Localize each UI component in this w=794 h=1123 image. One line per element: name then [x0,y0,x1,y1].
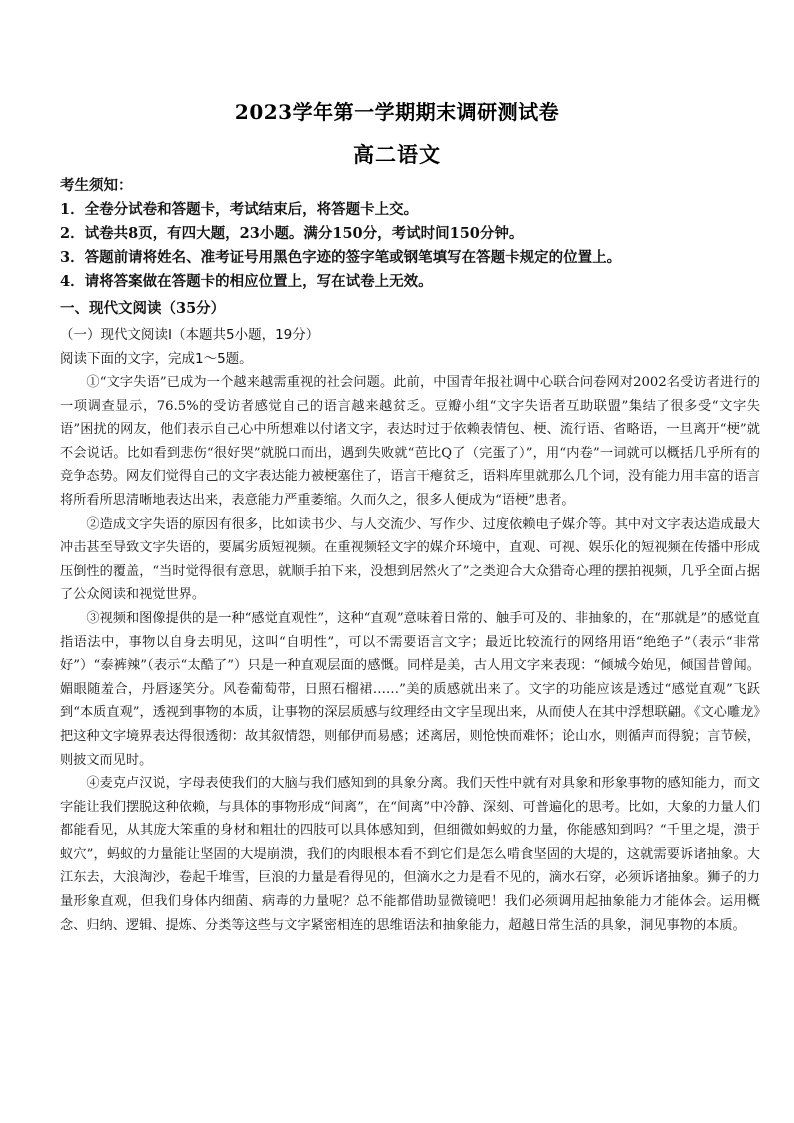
subsection-title: （一）现代文阅读Ⅰ（本题共5小题，19分） [60,327,320,343]
notice-item: 3．答题前请将姓名、准考证号用黑色字迹的签字笔或钢笔填写在答题卡规定的位置上。 [60,249,622,266]
passage-paragraph: ②造成文字失语的原因有很多，比如读书少、与人交流少、写作少、过度依赖电子媒介等。其中对文字表达造成最大冲击甚至导致文字失语的，要属劣质短视频。在重视频轻文字的媒介环境中，直观、可视、娱乐化的短视频在传播中形成压倒性的覆盖，“当时觉得很有意思，就顺手拍下来，没想到居然火了”之类迎合大众猎奇心理的摆拍视频，几乎全面占据了公众阅读和视觉世界。 [60,516,760,603]
notice-item: 4．请将答案做在答题卡的相应位置上，写在试卷上无效。 [60,273,433,290]
section-title: 一、现代文阅读（35分） [60,300,226,317]
subject-title: 高二语文 [353,142,441,167]
passage-paragraph: ④麦克卢汉说，字母表使我们的大脑与我们感知到的具象分离。我们天性中就有对具象和形象事物的感知能力，而文字能让我们摆脱这种依赖，与具体的事物形成“间离”，在“间离”中冷静、深刻、可普遍化的思考。比如，大象的力量人们都能看见，从其庞大笨重的身材和粗壮的四肢可以具体感知到，但细微如蚂蚁的力量，你能感知到吗？“千里之堤，溃于蚁穴”，蚂蚁的力量能让坚固的大堤崩溃，我们的肉眼根本看不到它们是怎么啃食坚固的大堤的，这就需要诉诸抽象。大江东去，大浪淘沙，卷起千堆雪，巨浪的力量是看得见的，但滴水之力是看不见的，滴水石穿，必须诉诸抽象。狮子的力量形象直观，但我们身体内细菌、病毒的力量呢？总不能都借助显微镜吧！我们必须调用起抽象能力才能体会。运用概念、归纳、逻辑、提炼、分类等这些与文字紧密相连的思维语法和抽象能力，超越日常生活的具象，洞见事物的本质。 [60,776,760,933]
notice-item: 2．试卷共8页，有四大题，23小题。满分150分，考试时间150分钟。 [60,225,524,242]
notice-heading: 考生须知： [60,177,133,194]
passage-paragraph: ③视频和图像提供的是一种“感觉直观性”，这种“直观”意味着日常的、触手可及的、非抽象的，在“那就是”的感觉直指语法中，事物以自身去明见，这叫“自明性”，可以不需要语言文字；最近比较流行的网络用语“绝绝子”（表示“非常好”）“泰裤辣”（表示“太酷了”）只是一种直观层面的感慨。同样是美，古人用文字来表现：“倾城今始见，倾国昔曾闻。媚眼随羞合，丹唇逐笑分。风卷葡萄带，日照石榴裙……”美的质感就出来了。文字的功能应该是透过“感觉直观”飞跃到“本质直观”，透视到事物的本质，让事物的深层质感与纹理经由文字呈现出来，从而使人在其中浮想联翩。《文心雕龙》把这种文字境界表达得很透彻：故其叙情怨，则郁伊而易感；述离居，则怆怏而难怀；论山水，则循声而得貌；言节候，则披文而见时。 [60,610,760,768]
notice-list [60,198,750,294]
reading-instruction: 阅读下面的文字，完成1～5题。 [60,351,253,367]
notice-item: 1．全卷分试卷和答题卡，考试结束后，将答题卡上交。 [60,201,419,218]
reading-passage [60,371,760,937]
passage-paragraph: ①“文字失语”已成为一个越来越需重视的社会问题。此前，中国青年报社调中心联合问卷网对2002名受访者进行的一项调查显示，76.5%的受访者感觉自己的语言越来越贫乏。豆瓣小组“文字失语者互助联盟”集结了很多受“文字失语”困扰的网友，他们表示自己心中所想难以付诸文字，表达时过于依赖表情包、梗、流行语、省略语，一旦离开“梗”就不会说话。比如看到悲伤“很好哭”就脱口而出，遇到失败就“芭比Q了（完蛋了）”，用“内卷”一词就可以概括几乎所有的竞争态势。网友们觉得自己的文字表达能力被梗塞住了，语言干瘪贫乏，语料库里就那么几个词，没有能力用丰富的语言将所看所思清晰地表达出来，表意能力严重萎缩。久而久之，很多人便成为“语梗”患者。 [60,375,760,508]
exam-title: 2023学年第一学期期末调研测试卷 [234,100,560,124]
